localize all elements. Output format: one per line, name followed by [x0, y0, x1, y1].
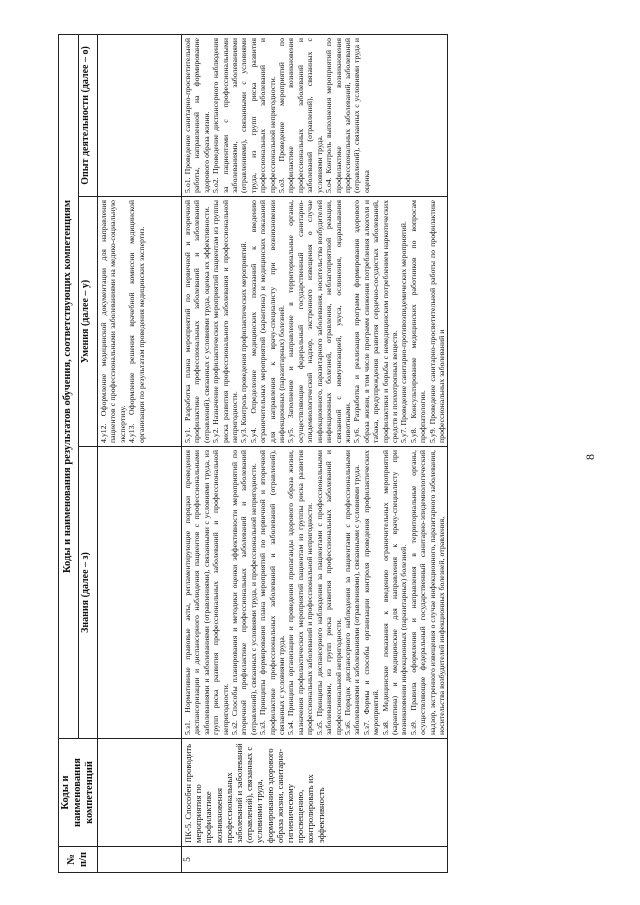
- experience-item: 5.о2. Проведение диспансерного наблюдения за пациентами с профессиональными заболеваниями, заболеваниями (отравлениями), связанными с условиями труда, из групп риска развития профессиональных заболеваний и профессиональной непригодности.: [211, 38, 277, 193]
- col-header-experience: Опыт деятельности (далее – о): [78, 35, 98, 197]
- knowledge-item: 5.з8. Медицинские показания к введению ограничительных мероприятий (карантина) и медицинские для направления к врачу-специалисту при возникновении инфекционных (паразитарных) болезней.: [380, 450, 409, 735]
- knowledge-item: 5.з9. Правила оформления и направления в территориальные органы, осуществляющие федеральный государственный санитарно-эпидемиологический надзор, экстренного извещения о случае инфекционного, паразитарного заболевания, носительства возбудителей инфекционных болезней, отравления,: [408, 450, 446, 735]
- skill-item: 4.у12. Оформление медицинской документации для направления пациентов с профессиональными заболеваниями на медико-социальную экспертизу.: [99, 200, 127, 443]
- empty-cell: [98, 739, 182, 847]
- knowledge-item: 5.з2. Способы планирования и методики оценки эффективности мероприятий по вторичной профилактике профессиональных заболеваний и заболеваний (отравлений), связанных с условиями труда, и профессиональной непригодности.: [230, 450, 258, 735]
- empty-cell: [98, 847, 182, 873]
- col-header-no: № п/п: [59, 847, 98, 873]
- table-row-continuation: [98, 35, 182, 873]
- span-header-results: Коды и наименования результатов обучения, соответствующих компетенциям: [59, 35, 79, 739]
- skill-item: 5.у8. Консультирование медицинских работников по вопросам профпатологии.: [408, 200, 428, 443]
- skill-item: 5.у2. Назначение профилактических мероприятий пациентам из группы риска развития профессионального заболевания и профессиональной непригодности.: [211, 200, 240, 443]
- skill-item: 5.у5. Заполнение и направление в территориальные органы, осуществляющие федеральный государственный санитарно-эпидемиологический надзор, экстренного извещения о случае инфекционного, паразитарного заболевания, носительства возбудителей инфекционных болезней, отравления, неблагоприятной реакции, связанной с иммунизацией, укуса, ослюнения, оцарапывания животными.: [286, 200, 352, 443]
- empty-cell: [98, 35, 182, 197]
- skill-item: 5.у9. Проведение санитарно-просветительной работы по профилактике профессиональных заболеваний и: [427, 200, 446, 443]
- knowledge-cell: [182, 447, 448, 739]
- skill-item: 5.у4. Определение медицинских показаний к введению ограничительных мероприятий (карантина) и медицинских показаний для направления к врачу-специалисту при возникновении инфекционных (паразитарных) болезней.: [248, 200, 287, 443]
- skill-item: 4.у13. Оформление решения врачебной комиссии медицинской организации по результатам проведения медицинских экспертиз.: [127, 200, 146, 443]
- row-number: 5: [182, 847, 448, 873]
- competence-cell: ПК-5. Способен проводить мероприятия по профилактике возникновения профессиональных заболеваний и заболеваний (отравлений), связанных с условиями труда, формированию здорового образа жизни, санитарно-гигиеническому просвещению, контролировать их эффективность: [182, 739, 448, 847]
- experience-item: 5.о3. Проведение мероприятий по профилактике возникновения профессиональных заболеваний и заболеваний (отравлений), связанных с условиями труда.: [277, 38, 324, 193]
- skill-item: 5.у7. Проведение санитарно-противоэпидемических мероприятий.: [399, 221, 409, 443]
- skill-item: 5.у1. Разработка плана мероприятий по первичной и вторичной профилактике профессиональных заболеваний и заболеваний (отравлений), связанных с условиями труда, оценка их эффективности.: [183, 200, 211, 443]
- knowledge-item: 5.з7. Формы и способы организации контроля проведения профилактических мероприятий.: [361, 450, 381, 735]
- experience-cell: [182, 35, 448, 197]
- skills-cell-prev: [98, 197, 182, 447]
- skill-item: 5.у3. Контроль проведения профилактических мероприятий.: [239, 241, 249, 443]
- knowledge-item: 5.з4. Принципы организации и проведения пропаганды здорового образа жизни, назначения профилактических мероприятий пациентам из группы риска развития профессиональных заболеваний и профессиональной непригодности.: [286, 450, 315, 735]
- experience-item: 5.о4. Контроль выполнения мероприятий по профилактике возникновения профессиональных заболеваний, заболеваний (отравлений), связанных с условиями труда и оценка: [324, 38, 371, 193]
- knowledge-item: 5.з3. Принципы формирования плана мероприятий по первичной и вторичной профилактике профессиональных заболеваний и заболеваний (отравлений), связанных с условиями труда.: [258, 450, 287, 735]
- header-row-1: [59, 35, 79, 873]
- empty-cell: [98, 447, 182, 739]
- col-header-knowledge: Знания (далее – з): [78, 447, 98, 739]
- skills-cell: [182, 197, 448, 447]
- col-header-competence: Коды и наименования компетенций: [59, 739, 98, 847]
- competency-table: [58, 34, 448, 873]
- col-header-skills: Умения (далее – у): [78, 197, 98, 447]
- skill-item: 5.у6. Разработка и реализация программ формирования здорового образа жизни, в том числе программ снижения потребления алкоголя и табака, предупреждения развития сердечно-сосудистых заболеваний, профилактики и борьбы с немедицинским потреблением наркотических средств и психотропных веществ.: [352, 200, 399, 443]
- experience-item: 5.о1. Проведение санитарно-просветительной работы, направленной на формирование здорового образа жизни.: [183, 38, 211, 193]
- knowledge-item: 5.з6. Порядок диспансерного наблюдения за пациентами с профессиональными заболеваниями и заболеваниями (отравлениями), связанными с условиями труда.: [342, 450, 362, 735]
- table-row-5: [182, 35, 448, 873]
- knowledge-item: 5.з5. Принципы диспансерного наблюдения за пациентами с профессиональными заболеваниями, из групп риска развития профессиональных заболеваний и профессиональной непригодности.: [314, 450, 343, 735]
- knowledge-item: 5.з1. Нормативные правовые акты, регламентирующие порядки проведения диспансеризации и диспансерного наблюдения пациентов с профессиональными заболеваниями и заболеваниями (отравлениями), связанными с условиями труда, из групп риска развития профессиональных заболеваний и профессиональной непригодности.: [183, 450, 230, 735]
- page-number: 8: [583, 454, 597, 460]
